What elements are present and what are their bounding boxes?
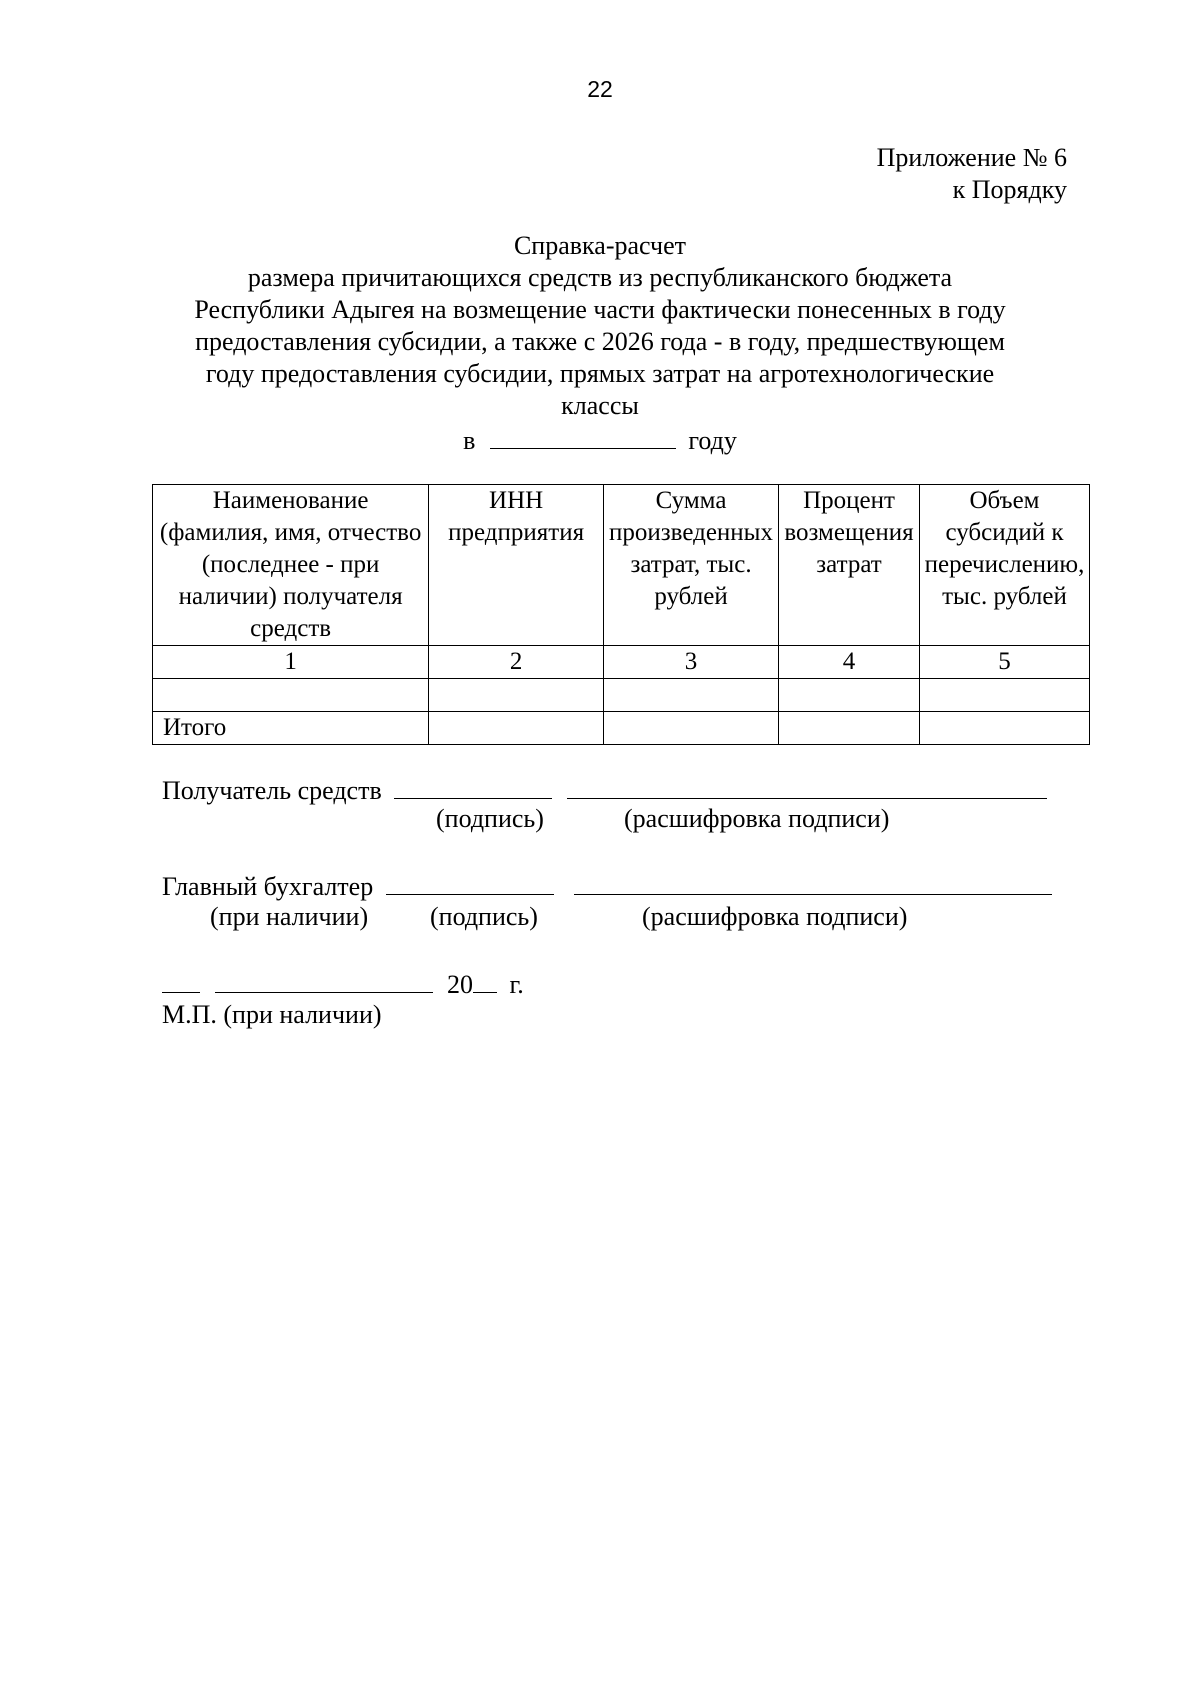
year-blank-field[interactable] [490,424,676,449]
calculation-table [152,484,1090,745]
title-line: классы [561,391,639,420]
appendix-number: Приложение № 6 [876,143,1067,172]
title-line: размера причитающихся средств из республиканского бюджета [247,263,953,292]
header-costs-amount: Сумма произведенных затрат, тыс. рублей [604,485,779,646]
recipient-signature-line [162,772,1047,806]
appendix-order: к Порядку [952,175,1067,204]
title-line: Республики Адыгея на возмещение части фактически понесенных в году [194,295,1006,324]
accountant-signature-line [162,868,1052,902]
table-cell[interactable] [604,712,779,745]
recipient-signature-field[interactable] [394,772,552,799]
decode-caption: (расшифровка подписи) [642,902,908,931]
accountant-note: (при наличии) [210,902,369,931]
table-header-row [153,485,1090,646]
year-suffix: году [688,426,737,455]
stamp-note: М.П. (при наличии) [162,1000,382,1029]
column-number: 5 [919,646,1089,679]
title-line: предоставления субсидии, а также с 2026 года - в году, предшествующем [195,327,1005,356]
column-number-row [153,646,1090,679]
table-cell[interactable] [919,712,1089,745]
date-line [162,966,524,1000]
accountant-signature-field[interactable] [386,868,554,895]
appendix-reference [877,142,1067,206]
decode-caption: (расшифровка подписи) [624,804,890,833]
accountant-label: Главный бухгалтер [162,872,374,901]
header-subsidy-volume: Объем субсидий к перечислению, тыс. рублей [919,485,1089,646]
table-cell[interactable] [919,679,1089,712]
table-cell[interactable] [604,679,779,712]
title-heading: Справка-расчет [513,231,687,260]
date-suffix: г. [509,970,524,999]
table-cell[interactable] [779,712,920,745]
table-cell[interactable] [429,712,604,745]
title-line: году предоставления субсидии, прямых затрат на агротехнологические [205,359,995,388]
column-number: 4 [779,646,920,679]
column-number: 2 [429,646,604,679]
header-reimbursement-percent: Процент возмещения затрат [779,485,920,646]
year-line [0,424,1200,456]
total-row [153,712,1090,745]
date-month-field[interactable] [215,966,433,993]
date-day-field[interactable] [162,966,200,993]
column-number: 3 [604,646,779,679]
year-prefix: в [463,426,476,455]
recipient-decode-field[interactable] [567,772,1047,799]
signature-caption: (подпись) [430,902,538,931]
signature-caption: (подпись) [436,804,544,833]
date-year-prefix: 20 [447,970,473,999]
accountant-decode-field[interactable] [574,868,1052,895]
header-recipient-name: Наименование (фамилия, имя, отчество (последнее - при наличии) получателя средств [153,485,429,646]
table-cell[interactable] [429,679,604,712]
date-year-field[interactable] [473,966,497,993]
document-title [160,230,1040,422]
table-cell[interactable] [779,679,920,712]
recipient-label: Получатель средств [162,776,382,805]
page-number: 22 [587,76,613,102]
header-inn: ИНН предприятия [429,485,604,646]
column-number: 1 [153,646,429,679]
table-cell[interactable] [153,679,429,712]
total-label: Итого [153,712,429,745]
table-row [153,679,1090,712]
